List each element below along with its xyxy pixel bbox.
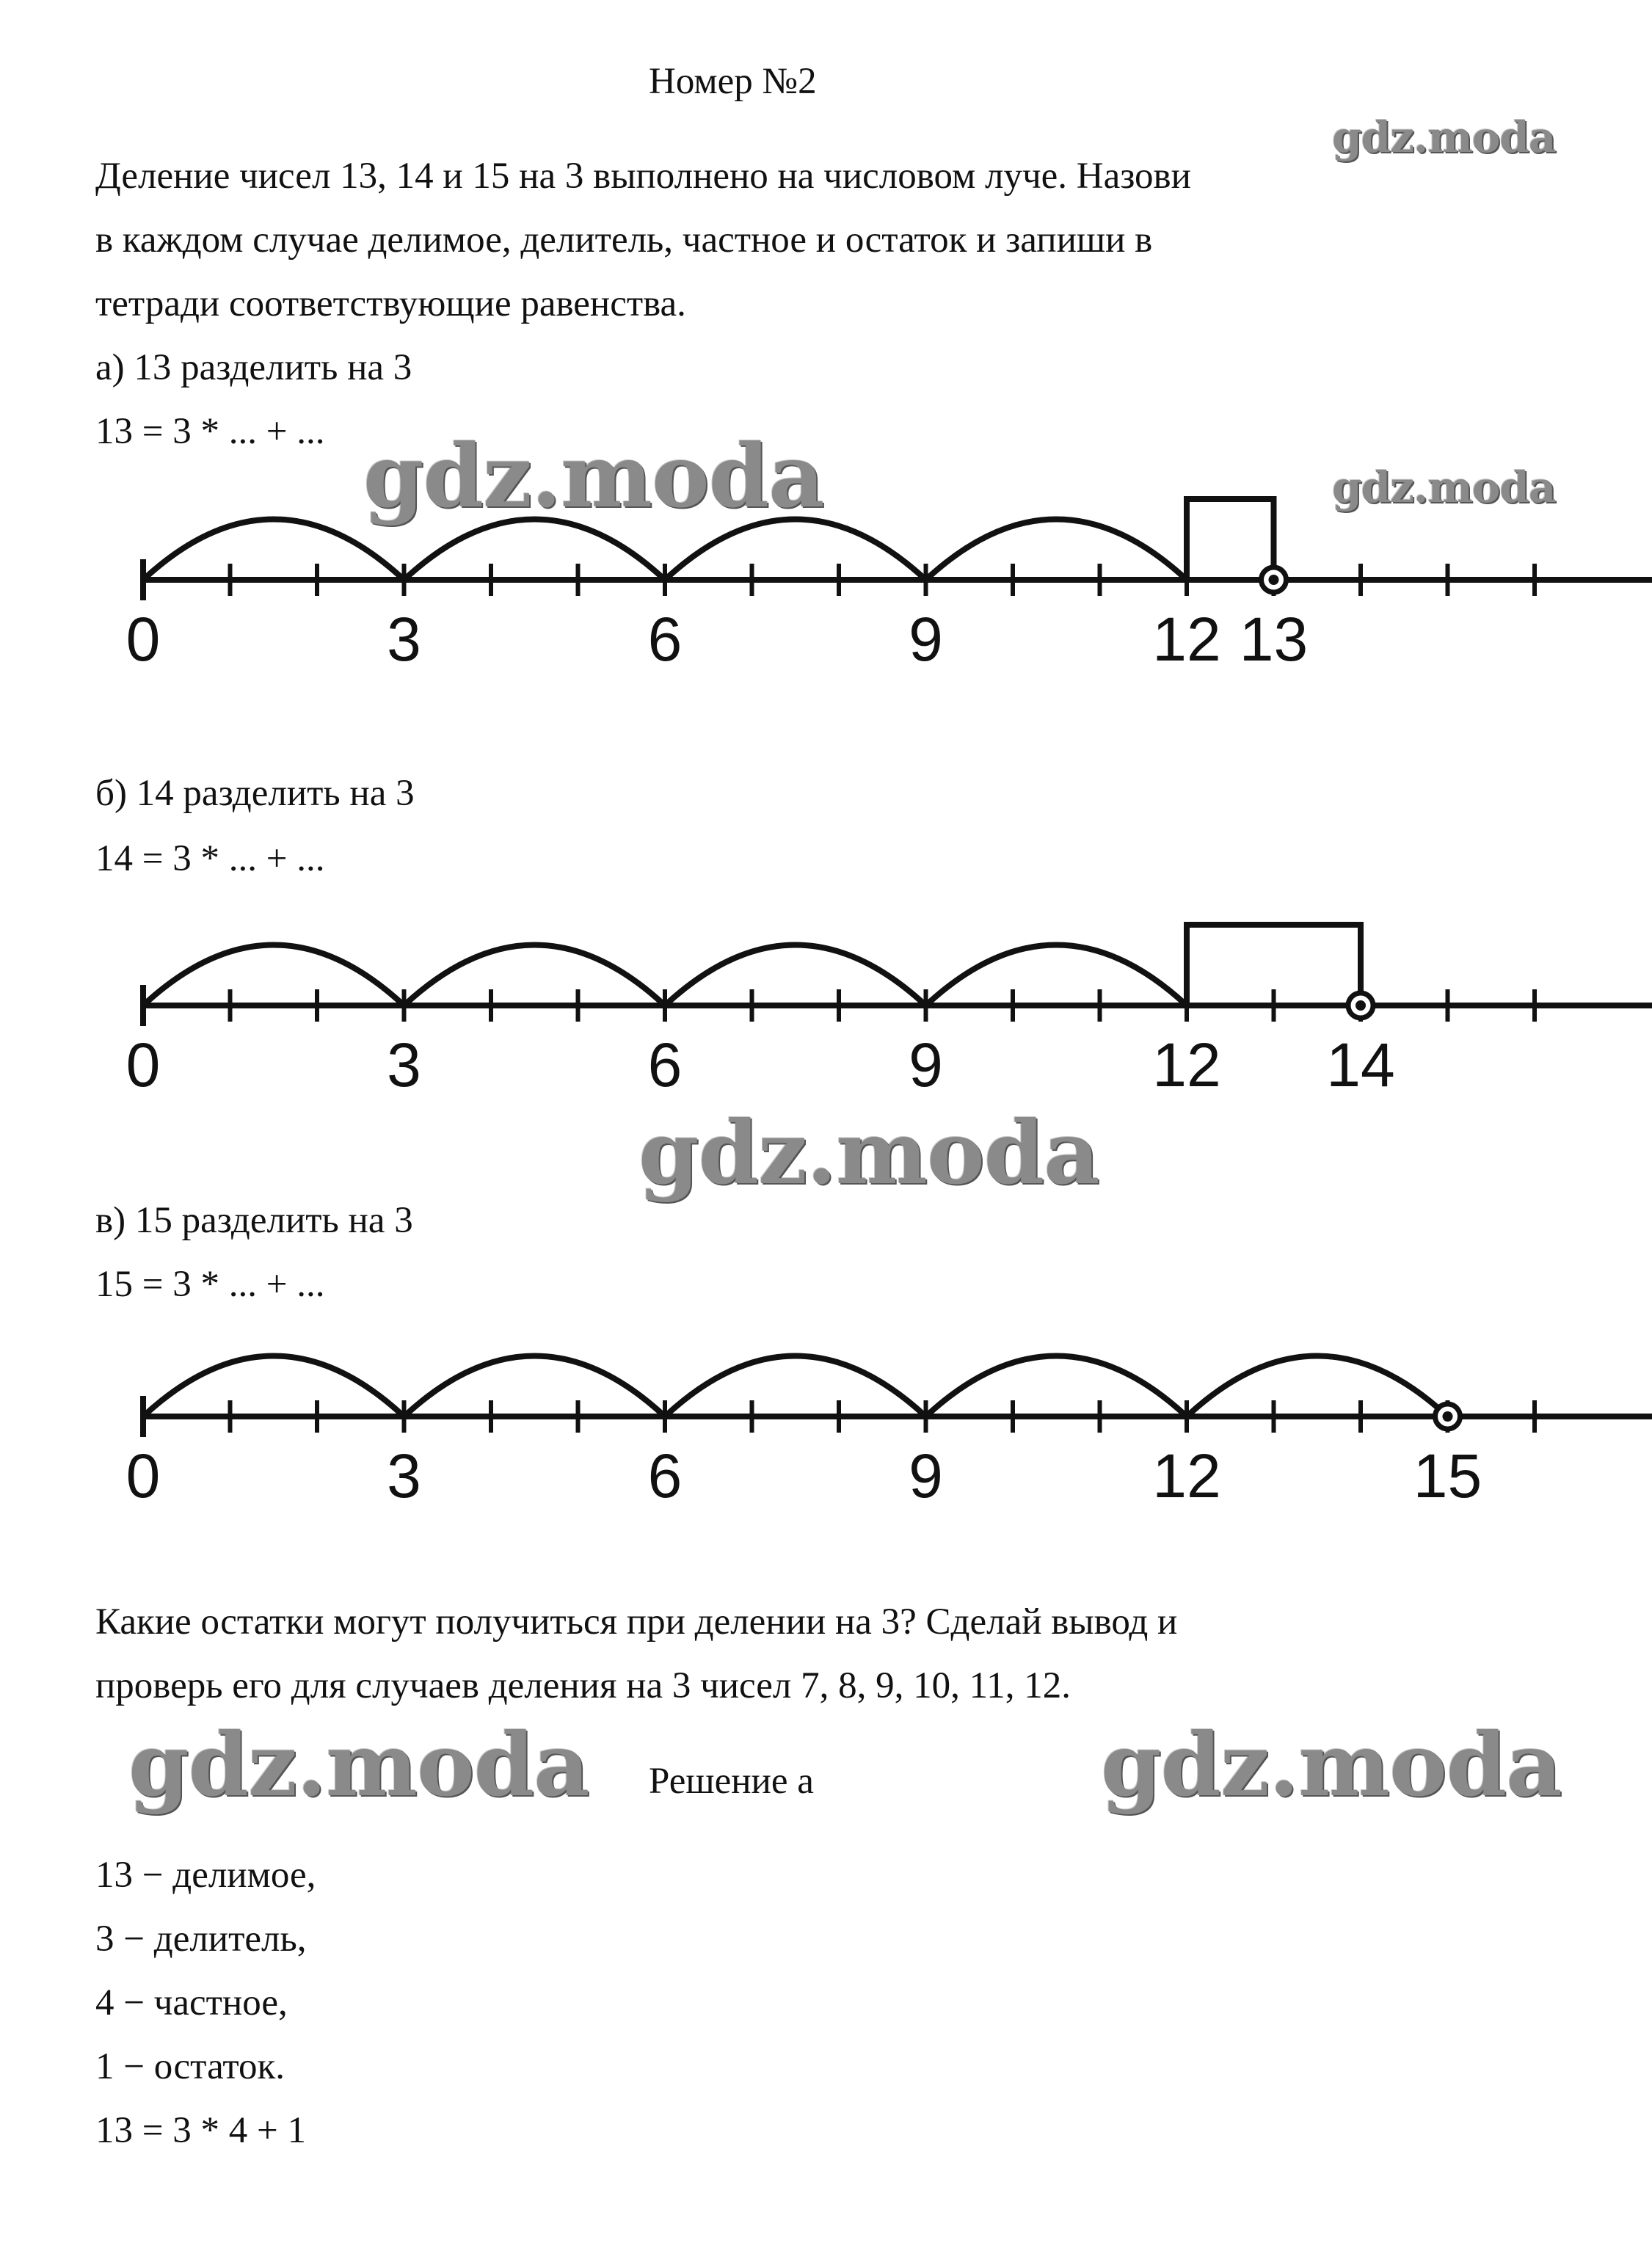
jump-arc — [143, 520, 404, 581]
tick-label: 12 — [1152, 1030, 1221, 1099]
tick-label: 15 — [1413, 1441, 1482, 1510]
solution-heading: Решение а — [649, 1761, 814, 1802]
number-line-a — [0, 440, 1652, 690]
tick-label: 14 — [1326, 1030, 1395, 1099]
watermark-logo: gdz.moda — [1332, 112, 1556, 162]
solution-line: 13 = 3 * 4 + 1 — [95, 2110, 307, 2151]
jump-arc — [665, 1356, 926, 1417]
watermark-logo: gdz.moda — [128, 1714, 589, 1816]
tick-label: 9 — [909, 1441, 943, 1510]
jump-arc — [1187, 1356, 1448, 1417]
jump-arc — [404, 1356, 666, 1417]
question-line: Какие остатки могут получиться при делении на 3? Сделай вывод и — [95, 1601, 1178, 1643]
jump-arc — [143, 1356, 404, 1417]
number-line-c — [0, 1277, 1652, 1527]
jump-arc — [926, 945, 1187, 1006]
page-title: Номер №2 — [649, 61, 817, 102]
solution-line: 13 − делимое, — [95, 1855, 316, 1896]
jump-arc — [404, 945, 666, 1006]
jump-arc — [665, 520, 926, 581]
tick-label: 12 — [1152, 605, 1221, 674]
tick-label: 13 — [1239, 605, 1309, 674]
watermark-logo: gdz.moda — [638, 1102, 1099, 1204]
jump-arc — [665, 945, 926, 1006]
part-b-equation-template: 14 = 3 * ... + ... — [95, 838, 325, 879]
tick-label: 6 — [647, 1441, 683, 1510]
jump-arc — [926, 520, 1187, 581]
tick-label: 3 — [387, 1441, 421, 1510]
remainder-bracket — [1187, 499, 1274, 580]
part-a-label: а) 13 разделить на 3 — [95, 347, 412, 388]
part-b-label: б) 14 разделить на 3 — [95, 773, 415, 814]
part-a-equation-template: 13 = 3 * ... + ... — [95, 411, 325, 452]
task-line: тетради соответствующие равенства. — [95, 283, 686, 324]
watermark-logo: gdz.moda — [1332, 462, 1556, 512]
jump-arc — [404, 520, 666, 581]
part-c-equation-template: 15 = 3 * ... + ... — [95, 1264, 325, 1305]
tick-label: 3 — [387, 605, 421, 674]
jump-arc — [926, 1356, 1187, 1417]
question-line: проверь его для случаев деления на 3 чисел 7, 8, 9, 10, 11, 12. — [95, 1665, 1071, 1706]
number-line-b — [0, 866, 1652, 1116]
solution-line: 4 − частное, — [95, 1982, 288, 2023]
solution-line: 1 − остаток. — [95, 2046, 285, 2087]
jump-arc — [143, 945, 404, 1006]
tick-label: 6 — [647, 1030, 683, 1099]
tick-label: 3 — [387, 1030, 421, 1099]
endpoint-dot — [1356, 1000, 1366, 1011]
tick-label: 9 — [909, 605, 943, 674]
tick-label: 0 — [125, 1030, 161, 1099]
task-line: Деление чисел 13, 14 и 15 на 3 выполнено на числовом луче. Назови — [95, 156, 1191, 197]
tick-label: 6 — [647, 605, 683, 674]
endpoint-dot — [1269, 575, 1279, 585]
tick-label: 12 — [1152, 1441, 1221, 1510]
watermark-logo: gdz.moda — [1101, 1714, 1562, 1816]
endpoint-dot — [1443, 1411, 1453, 1422]
tick-label: 0 — [125, 1441, 161, 1510]
part-c-label: в) 15 разделить на 3 — [95, 1200, 413, 1241]
tick-label: 0 — [125, 605, 161, 674]
solution-line: 3 − делитель, — [95, 1918, 307, 1960]
tick-label: 9 — [909, 1030, 943, 1099]
task-line: в каждом случае делимое, делитель, частное и остаток и запиши в — [95, 219, 1153, 261]
watermark-logo: gdz.moda — [363, 425, 824, 527]
